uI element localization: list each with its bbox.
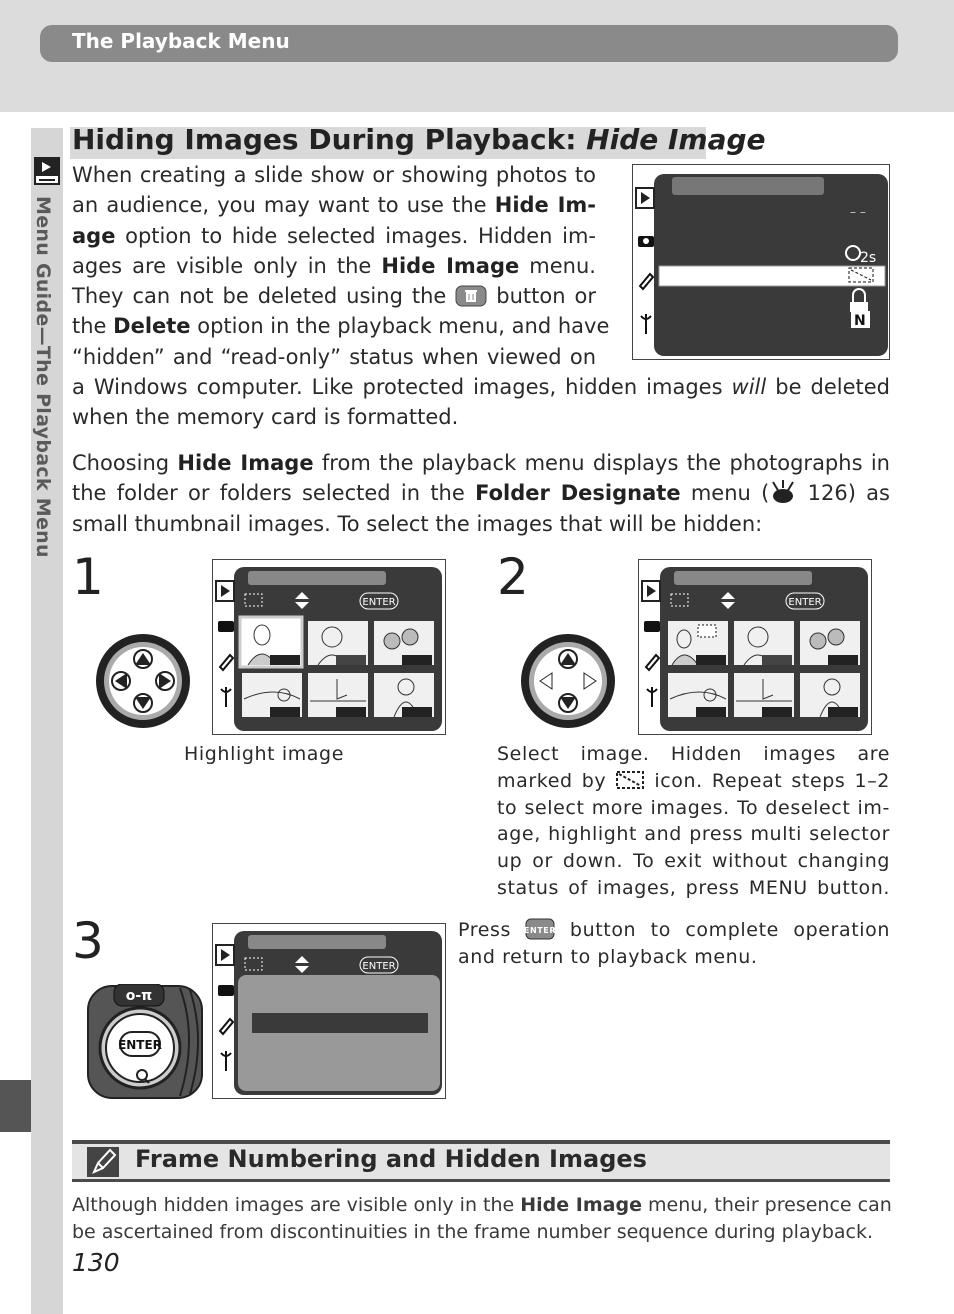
step-2-description [497, 741, 890, 902]
intro-line: when the memory card is formatted. [72, 405, 459, 430]
choosing-line [72, 448, 890, 478]
text-run: marked by [497, 769, 616, 792]
text-run: ages are visible only in the [72, 253, 382, 278]
n-setting-label: N [854, 313, 866, 329]
italic-term: will [731, 375, 767, 399]
text-run: be deleted [766, 375, 890, 399]
text-run: a Windows computer. Like protected images, hidden images [72, 375, 732, 399]
text-run: menu ( [680, 481, 770, 506]
enter-label: ENTER [788, 597, 822, 608]
bold-term: Delete [113, 314, 191, 339]
trash-button-icon [455, 285, 487, 307]
sidebar-label-text: Menu Guide—The Playback Menu [32, 196, 54, 558]
intro-line: “hidden” and “read-only” status when viewed on [72, 344, 596, 369]
sidebar-tab-marker [0, 1080, 31, 1132]
bold-term: age [72, 223, 116, 248]
step-3-description [458, 917, 890, 971]
step-2-line: age, highlight and press multi selector [497, 823, 890, 846]
page-title [72, 123, 766, 156]
text-run: menu, their presence can [641, 1194, 892, 1216]
text-run: They can not be deleted using the [72, 284, 456, 309]
intro-paragraph-cont [72, 372, 890, 433]
bold-term: Hide Image [381, 253, 520, 278]
playback-menu-icon [33, 156, 61, 186]
timer-setting-label: 2s [860, 250, 877, 266]
step-2-number: 2 [497, 548, 529, 606]
text-run: Press [458, 919, 526, 941]
enter-button-closeup [86, 984, 204, 1100]
note-line [72, 1192, 890, 1219]
text-run: from the playback menu displays the photographs in [313, 451, 890, 475]
step-3-number: 3 [72, 912, 104, 970]
note-text [72, 1192, 890, 1245]
step-1-caption: Highlight image [184, 743, 344, 765]
step-3-line [458, 917, 890, 944]
thumbnail-screen-step1 [212, 559, 446, 735]
page-number: 130 [72, 1248, 120, 1277]
step-2-line: Select image. Hidden images are [497, 743, 890, 765]
text-run: option in the playback menu, and have [190, 314, 610, 339]
enter-button-icon [525, 918, 555, 940]
choosing-line [72, 478, 890, 508]
hidden-marker-icon [615, 770, 645, 790]
svg-text:o-π: o-π [125, 988, 153, 1004]
text-run: button or [487, 284, 596, 309]
step-2-line: up or down. To exit without changing [497, 850, 890, 873]
intro-line [72, 221, 596, 251]
text-run: the [72, 314, 114, 339]
bold-term: Hide Image [520, 1194, 642, 1216]
text-run: button to complete operation [555, 919, 890, 941]
header-title: The Playback Menu [72, 29, 290, 53]
step-3-line: and return to playback menu. [458, 945, 758, 968]
enter-label: ENTER [525, 926, 556, 935]
bold-term: Hide Im- [494, 193, 596, 218]
note-title: Frame Numbering and Hidden Images [135, 1145, 647, 1173]
hide-image-menu-screen [632, 164, 890, 360]
enter-label: ENTER [362, 597, 396, 608]
step-2-line: status of images, press MENU button. [497, 876, 890, 899]
bold-term: Folder Designate [475, 481, 681, 506]
intro-line [72, 281, 596, 311]
title-prefix: Hiding Images During Playback: [72, 123, 587, 156]
confirm-screen-step3 [212, 923, 446, 1099]
text-run: an audience, you may want to use the [72, 193, 495, 218]
step-1-number: 1 [72, 548, 104, 606]
thumbnail-screen-step2 [638, 559, 872, 735]
text-run: 126) as [797, 481, 890, 506]
multi-selector-up-down [519, 632, 617, 730]
note-line: be ascertained from discontinuities in the frame number sequence during playback. [72, 1220, 874, 1243]
intro-line [72, 251, 596, 281]
text-run: icon. Repeat steps 1–2 [645, 769, 890, 792]
note-top-rule [72, 1140, 890, 1144]
text-run: the folder or folders selected in the [72, 481, 476, 506]
sidebar-label [32, 196, 60, 556]
text-run: option to hide selected images. Hidden im- [115, 223, 596, 248]
enter-label: ENTER [118, 1038, 162, 1052]
intro-line [72, 372, 890, 402]
choosing-line: small thumbnail images. To select the images that will be hidden: [72, 511, 763, 536]
dash-setting-label: – – [850, 205, 866, 219]
intro-line [72, 311, 610, 341]
intro-paragraph [72, 160, 610, 372]
note-bottom-rule [72, 1179, 890, 1182]
bold-term: Hide Image [177, 451, 314, 475]
text-run: Although hidden images are visible only in the [72, 1194, 521, 1216]
multi-selector-all-directions [94, 632, 192, 730]
intro-line: When creating a slide show or showing photos to [72, 163, 596, 187]
text-run: Choosing [72, 451, 178, 475]
pencil-note-icon [86, 1146, 120, 1178]
enter-label: ENTER [362, 961, 396, 972]
choosing-paragraph [72, 448, 890, 539]
step-2-line: to select more images. To deselect im- [497, 796, 890, 819]
title-emphasis: Hide Image [586, 123, 766, 156]
page-reference-icon [769, 480, 797, 504]
text-run: menu. [519, 253, 596, 278]
intro-line [72, 190, 596, 220]
step-2-line [497, 768, 890, 795]
